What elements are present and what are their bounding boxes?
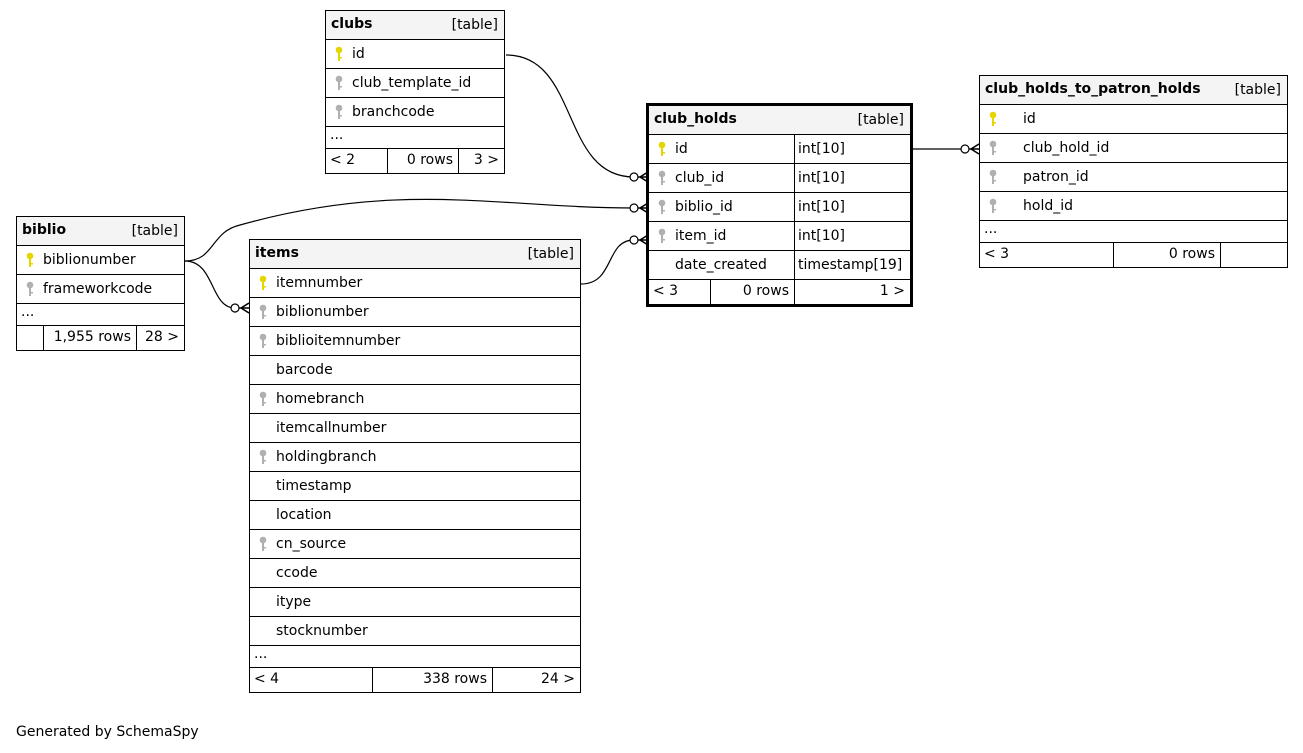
table-header xyxy=(17,217,184,246)
column-divider xyxy=(794,193,795,222)
row-count: 0 rows xyxy=(387,149,458,173)
column-name: date_created xyxy=(675,257,767,273)
column-row-timestamp[interactable] xyxy=(250,472,580,501)
more-columns: ... xyxy=(17,304,184,326)
column-row-itemnumber[interactable] xyxy=(250,269,580,298)
column-row-holdingbranch[interactable] xyxy=(250,443,580,472)
foreign-key-icon xyxy=(334,104,344,120)
column-row-ccode[interactable] xyxy=(250,559,580,588)
column-type: int[10] xyxy=(798,170,845,186)
column-row-itype[interactable] xyxy=(250,588,580,617)
column-name: frameworkcode xyxy=(43,281,153,297)
edge-club-holds-patron-holds-crowfoot xyxy=(969,144,979,154)
foreign-key-icon xyxy=(258,536,268,552)
edge-clubs-club-holds xyxy=(506,55,634,177)
column-name: barcode xyxy=(276,362,333,378)
column-name: biblioitemnumber xyxy=(276,333,401,349)
table-name: club_holds_to_patron_holds xyxy=(985,81,1201,97)
column-name: cn_source xyxy=(276,536,347,552)
primary-key-icon xyxy=(25,252,35,268)
table-header xyxy=(326,11,504,40)
column-name: club_id xyxy=(675,170,725,186)
column-row-club-template-id[interactable] xyxy=(326,69,504,98)
column-type: int[10] xyxy=(798,199,845,215)
edge-biblio-club-holds-optional-circle xyxy=(630,204,638,212)
column-row-homebranch[interactable] xyxy=(250,385,580,414)
generated-by-footer: Generated by SchemaSpy xyxy=(16,724,199,740)
children-count[interactable] xyxy=(1220,243,1287,267)
more-columns: ... xyxy=(326,127,504,149)
column-divider xyxy=(794,135,795,164)
children-count[interactable]: 1 > xyxy=(794,280,910,304)
edge-items-club-holds xyxy=(581,240,634,284)
row-count: 0 rows xyxy=(1113,243,1220,267)
table-type: [table] xyxy=(527,246,574,262)
table-header xyxy=(649,106,910,135)
table-footer xyxy=(326,149,504,173)
foreign-key-icon xyxy=(988,140,998,156)
column-row-barcode[interactable] xyxy=(250,356,580,385)
foreign-key-icon xyxy=(988,169,998,185)
table-clubs[interactable] xyxy=(325,10,505,174)
column-row-club-hold-id[interactable] xyxy=(980,134,1287,163)
foreign-key-icon xyxy=(657,228,667,244)
foreign-key-icon xyxy=(657,170,667,186)
column-name: holdingbranch xyxy=(276,449,377,465)
edge-clubs-club-holds-optional-circle xyxy=(630,173,638,181)
parents-count[interactable]: < 3 xyxy=(984,246,1010,262)
foreign-key-icon xyxy=(258,304,268,320)
column-row-biblionumber[interactable] xyxy=(250,298,580,327)
row-count: 1,955 rows xyxy=(43,326,136,350)
table-name: biblio xyxy=(22,222,67,238)
column-row-id[interactable] xyxy=(649,135,910,164)
column-name: id xyxy=(352,46,365,62)
edge-biblio-items xyxy=(185,261,235,308)
row-count: 338 rows xyxy=(372,668,492,692)
column-row-cn-source[interactable] xyxy=(250,530,580,559)
table-type: [table] xyxy=(857,112,904,128)
column-name: club_template_id xyxy=(352,75,472,91)
edge-items-club-holds-optional-circle xyxy=(630,236,638,244)
parents-count[interactable]: < 4 xyxy=(254,671,280,687)
column-row-biblio-id[interactable] xyxy=(649,193,910,222)
column-row-id[interactable] xyxy=(326,40,504,69)
column-row-date-created[interactable] xyxy=(649,251,910,280)
column-row-club-id[interactable] xyxy=(649,164,910,193)
column-type: int[10] xyxy=(798,228,845,244)
table-footer xyxy=(649,280,910,304)
table-type: [table] xyxy=(131,223,178,239)
column-name: timestamp xyxy=(276,478,352,494)
column-divider xyxy=(794,164,795,193)
column-divider xyxy=(794,251,795,280)
column-row-stocknumber[interactable] xyxy=(250,617,580,646)
column-name: biblionumber xyxy=(43,252,136,268)
column-name: branchcode xyxy=(352,104,435,120)
table-header xyxy=(980,76,1287,105)
table-name: clubs xyxy=(331,16,373,32)
column-name: itemnumber xyxy=(276,275,363,291)
column-row-id[interactable] xyxy=(980,105,1287,134)
column-row-branchcode[interactable] xyxy=(326,98,504,127)
column-name: patron_id xyxy=(1023,169,1089,185)
table-name: items xyxy=(255,245,299,261)
column-name: itype xyxy=(276,594,312,610)
edge-biblio-items-crowfoot xyxy=(239,303,249,313)
column-row-patron-id[interactable] xyxy=(980,163,1287,192)
table-type: [table] xyxy=(1234,82,1281,98)
more-columns: ... xyxy=(250,646,580,668)
table-footer xyxy=(250,668,580,692)
primary-key-icon xyxy=(334,46,344,62)
column-name: ccode xyxy=(276,565,318,581)
table-items[interactable] xyxy=(249,239,581,693)
column-name: item_id xyxy=(675,228,727,244)
edge-club-holds-patron-holds-optional-circle xyxy=(961,145,969,153)
table-footer xyxy=(17,326,184,350)
column-row-biblionumber[interactable] xyxy=(17,246,184,275)
edge-biblio-items-optional-circle xyxy=(231,304,239,312)
table-club-holds-to-patron-holds[interactable] xyxy=(979,75,1288,268)
foreign-key-icon xyxy=(334,75,344,91)
column-name: biblio_id xyxy=(675,199,733,215)
table-header xyxy=(250,240,580,269)
foreign-key-icon xyxy=(25,281,35,297)
children-count[interactable]: 28 > xyxy=(136,326,184,350)
column-name: club_hold_id xyxy=(1023,140,1110,156)
column-row-frameworkcode[interactable] xyxy=(17,275,184,304)
column-type: timestamp[19] xyxy=(798,257,903,273)
column-name: hold_id xyxy=(1023,198,1073,214)
column-name: homebranch xyxy=(276,391,365,407)
children-count[interactable]: 3 > xyxy=(458,149,504,173)
children-count[interactable]: 24 > xyxy=(492,668,580,692)
foreign-key-icon xyxy=(258,449,268,465)
column-name: stocknumber xyxy=(276,623,368,639)
table-footer xyxy=(980,243,1287,267)
column-row-biblioitemnumber[interactable] xyxy=(250,327,580,356)
foreign-key-icon xyxy=(988,198,998,214)
parents-count[interactable]: < 3 xyxy=(653,283,679,299)
primary-key-icon xyxy=(988,111,998,127)
table-type: [table] xyxy=(451,17,498,33)
parents-count[interactable] xyxy=(17,326,43,350)
column-name: id xyxy=(675,141,688,157)
primary-key-icon xyxy=(657,141,667,157)
table-biblio[interactable] xyxy=(16,216,185,351)
parents-count[interactable]: < 2 xyxy=(330,152,356,168)
column-row-hold-id[interactable] xyxy=(980,192,1287,221)
column-name: id xyxy=(1023,111,1036,127)
column-name: location xyxy=(276,507,332,523)
row-count: 0 rows xyxy=(710,280,794,304)
table-club-holds[interactable] xyxy=(646,103,913,307)
column-name: biblionumber xyxy=(276,304,369,320)
column-row-location[interactable] xyxy=(250,501,580,530)
foreign-key-icon xyxy=(657,199,667,215)
more-columns: ... xyxy=(980,221,1287,243)
column-name: itemcallnumber xyxy=(276,420,387,436)
foreign-key-icon xyxy=(258,333,268,349)
primary-key-icon xyxy=(258,275,268,291)
foreign-key-icon xyxy=(258,391,268,407)
column-row-itemcallnumber[interactable] xyxy=(250,414,580,443)
table-name: club_holds xyxy=(654,111,737,127)
column-row-item-id[interactable] xyxy=(649,222,910,251)
column-type: int[10] xyxy=(798,141,845,157)
column-divider xyxy=(794,222,795,251)
